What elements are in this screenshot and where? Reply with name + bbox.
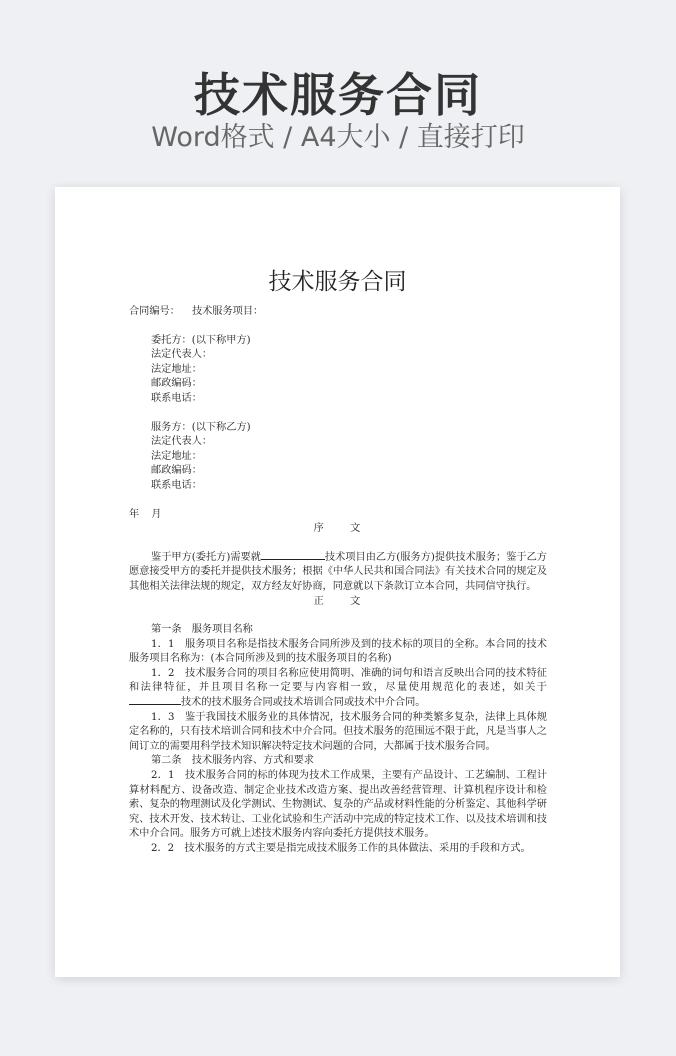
banner-title: 技术服务合同 — [194, 68, 482, 122]
document-title: 技术服务合同 — [268, 269, 407, 295]
client-phone: 联系电话： — [151, 392, 202, 404]
preface-blank — [261, 559, 325, 560]
provider-phone: 联系电话： — [151, 479, 202, 491]
client-header: 委托方：(以下称甲方) — [151, 334, 251, 346]
article-1-2-start: 1．2 技术服务合同的项目名称应使用简明、准确的词句和语言反映出合同的技术特征和法律特征，并且项目名称一定要与内容相一致，尽量使用规范化的表述，如关于 — [129, 667, 547, 694]
provider-rep: 法定代表人： — [151, 436, 213, 448]
banner-subtitle: Word格式 / A4大小 / 直接打印 — [151, 122, 525, 153]
article-1-1: 1．1 服务项目名称是指技术服务合同所涉及到的技术标的项目的全称。本合同的技术服务项目名称为：(本合同所涉及到的技术服务项目的名称) — [129, 638, 547, 665]
article-1-2-end: 技术的技术服务合同或技术培训合同或技术中介合同。 — [181, 697, 426, 709]
article-2-1: 2．1 技术服务合同的标的体现为技术工作成果，主要有产品设计、工艺编制、工程计算材料配方、设备改造、制定企业技术改造方案、提出改善经营管理、计算机程序设计和检索、复杂的物理测试及化学测试、生物测试、复杂的产品或材料性能的分析鉴定、其他科学研究、技术开发、技术转让、工业化试验和生产活动中完成的特定技术工作、以及技术培训和技术中介合同。服务方可就上述技术服务内容向委托方提供技术服务。 — [129, 770, 547, 840]
client-rep: 法定代表人： — [151, 349, 213, 361]
provider-address: 法定地址： — [151, 450, 202, 462]
main-heading: 正 文 — [313, 595, 363, 607]
preface-heading: 序 文 — [313, 523, 363, 535]
preface-text-end: 技术项目由乙方(服务方)提供技术服务；鉴于乙方愿意接受甲方的委托并提供技术服务；根据《中华人民共和国合同法》有关技术合同的规定及其他相关法律法规的规定，双方经友好协商，同意就以下条款订立本合同，共同信守执行。 — [129, 551, 547, 592]
preface-text-start: 鉴于甲方(委托方)需要就 — [151, 551, 261, 563]
article-1-title: 第一条 服务项目名称 — [151, 624, 253, 636]
client-zip: 邮政编码： — [151, 378, 202, 390]
article-1-2 — [129, 667, 547, 711]
provider-header: 服务方：(以下称乙方) — [151, 421, 251, 433]
contract-number-line — [129, 305, 547, 320]
date-line — [129, 508, 547, 523]
provider-zip: 邮政编码： — [151, 465, 202, 477]
article-2-title: 第二条 技术服务内容、方式和要求 — [151, 755, 314, 767]
client-address: 法定地址： — [151, 363, 202, 375]
date-year: 年 — [129, 508, 140, 520]
article-1-2-blank — [129, 704, 181, 705]
preface-paragraph — [129, 551, 547, 595]
article-1-3: 1．3 鉴于我国技术服务业的具体情况，技术服务合同的种类繁多复杂，法律上具体规定名称的，只有技术培训合同和技术中介合同。但技术服务的范围远不限于此，凡是当事人之间订立的需要用科学技术知识解决特定技术问题的合同，大都属于技术服务合同。 — [129, 711, 547, 752]
document-page — [55, 187, 620, 977]
project-label: 技术服务项目： — [191, 306, 264, 317]
contract-number-label: 合同编号： — [129, 306, 180, 317]
article-2-2: 2．2 技术服务的方式主要是指完成技术服务工作的具体做法、采用的手段和方式。 — [151, 843, 531, 854]
document-body — [129, 305, 547, 857]
date-month: 月 — [151, 508, 162, 520]
